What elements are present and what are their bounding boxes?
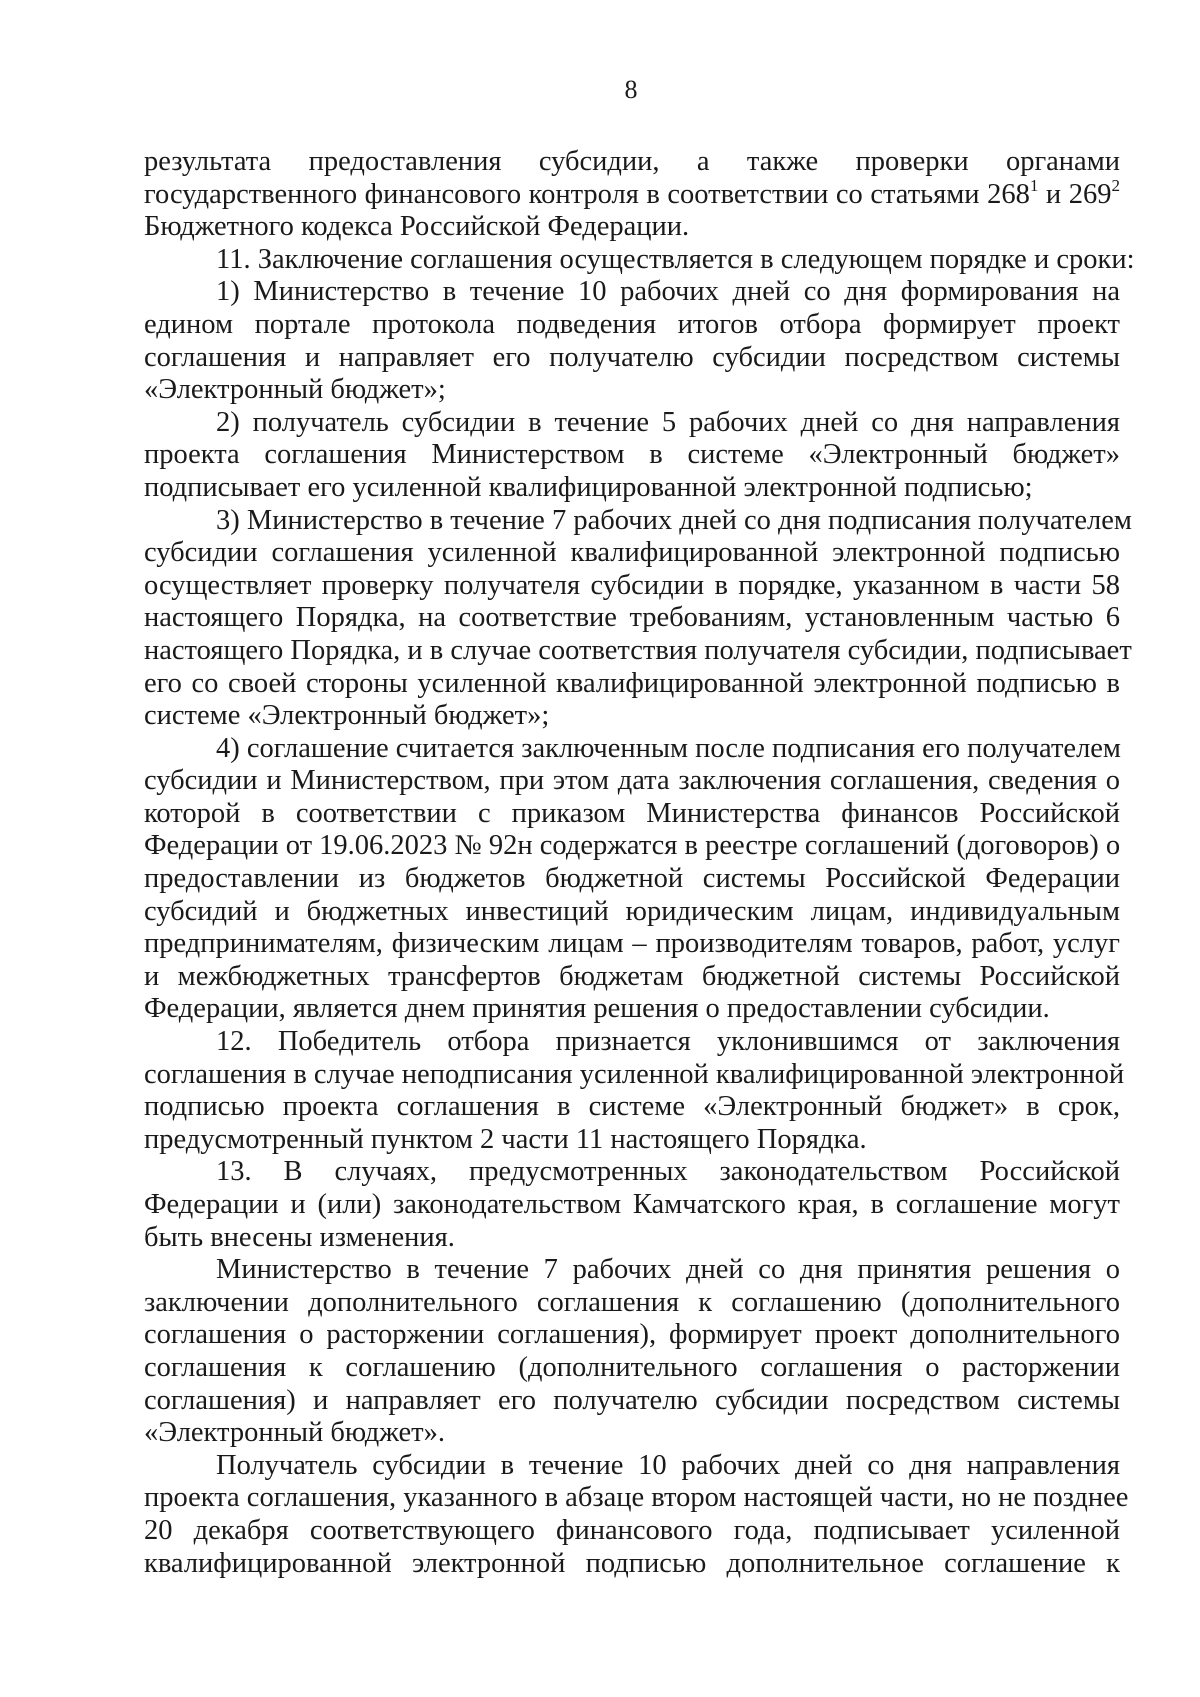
text-line: 13. В случаях, предусмотренных законодательством Российской	[216, 1156, 1120, 1188]
text-line: субсидии и Министерством, при этом дата заключения соглашения, сведения о	[144, 765, 1120, 797]
text-line: настоящего Порядка, на соответствие требованиям, установленным частью 6	[144, 602, 1120, 634]
text-line: субсидий и бюджетных инвестиций юридическим лицам, индивидуальным	[144, 895, 1120, 927]
text-line: проекта соглашения Министерством в системе «Электронный бюджет»	[144, 439, 1120, 471]
text-line: Федерации от 19.06.2023 № 92н содержатся в реестре соглашений (договоров) о	[144, 830, 1121, 862]
footnote-superscript: 2	[1111, 175, 1120, 195]
text-line: 4) соглашение считается заключенным после подписания его получателем	[216, 732, 1121, 764]
text-line: заключении дополнительного соглашения к соглашению (дополнительного	[144, 1286, 1120, 1318]
text-line: Федерации и (или) законодательством Камчатского края, в соглашение могут	[144, 1189, 1120, 1220]
text-line: 3) Министерство в течение 7 рабочих дней со дня подписания получателем	[216, 504, 1132, 536]
text-line: соглашения в случае неподписания усиленной квалифицированной электронной	[144, 1058, 1125, 1090]
text-line: Получатель субсидии в течение 10 рабочих дней со дня направления	[216, 1449, 1120, 1481]
text-line: государственного финансового контроля в соответствии со статьями $268^1$ и $269^2$	[144, 175, 1120, 210]
text-line: субсидии соглашения усиленной квалифицированной электронной подписью	[144, 537, 1120, 569]
text-line: подписью проекта соглашения в системе «Электронный бюджет» в срок,	[144, 1091, 1120, 1123]
text-line: и межбюджетных трансфертов бюджетам бюджетной системы Российской	[144, 960, 1120, 992]
text-line: быть внесены изменения.	[144, 1221, 455, 1253]
text-line: соглашения) и направляет его получателю субсидии посредством системы	[144, 1384, 1120, 1416]
text-line: Федерации, является днем принятия решения о предоставлении субсидии.	[144, 993, 1050, 1025]
text-line: настоящего Порядка, и в случае соответствия получателя субсидии, подписывает	[144, 634, 1132, 666]
text-line: 1) Министерство в течение 10 рабочих дней со дня формирования на	[216, 276, 1120, 308]
text-line: Министерство в течение 7 рабочих дней со дня принятия решения о	[216, 1254, 1120, 1286]
text-line: системе «Электронный бюджет»;	[144, 700, 550, 732]
text-line: «Электронный бюджет».	[144, 1417, 446, 1449]
text-line: едином портале протокола подведения итогов отбора формирует проект	[144, 308, 1120, 340]
text-line: «Электронный бюджет»;	[144, 374, 446, 406]
text-line: предпринимателям, физическим лицам – производителям товаров, работ, услуг	[144, 928, 1120, 960]
text-line: подписывает его усиленной квалифицированной электронной подписью;	[144, 471, 1033, 503]
text-line: 20 декабря соответствующего финансового года, подписывает усиленной	[144, 1514, 1120, 1546]
page-number: 8	[624, 75, 638, 104]
text-line: его со своей стороны усиленной квалифицированной электронной подписью в	[144, 667, 1120, 699]
text-line: соглашения к соглашению (дополнительного соглашения о расторжении	[144, 1351, 1120, 1383]
text-line: которой в соответствии с приказом Министерства финансов Российской	[144, 797, 1120, 829]
document-text-body	[144, 146, 1135, 1580]
footnote-superscript: 1	[1029, 175, 1039, 195]
text-line: Бюджетного кодекса Российской Федерации.	[144, 211, 690, 243]
text-line: предусмотренный пунктом 2 части 11 настоящего Порядка.	[144, 1123, 867, 1155]
text-line: соглашения о расторжении соглашения), формирует проект дополнительного	[144, 1319, 1120, 1351]
text-line: результата предоставления субсидии, а также проверки органами	[144, 146, 1120, 177]
text-line: проекта соглашения, указанного в абзаце втором настоящей части, но не позднее	[144, 1482, 1129, 1514]
text-line: осуществляет проверку получателя субсидии в порядке, указанном в части 58	[144, 569, 1120, 601]
text-line: 12. Победитель отбора признается уклонившимся от заключения	[216, 1026, 1120, 1058]
text-line: 2) получатель субсидии в течение 5 рабочих дней со дня направления	[216, 406, 1120, 438]
text-line: соглашения и направляет его получателю субсидии посредством системы	[144, 341, 1120, 373]
text-line: квалифицированной электронной подписью дополнительное соглашение к	[144, 1547, 1120, 1579]
text-line: предоставлении из бюджетов бюджетной системы Российской Федерации	[144, 863, 1120, 895]
text-line: 11. Заключение соглашения осуществляется в следующем порядке и сроки:	[216, 243, 1135, 275]
